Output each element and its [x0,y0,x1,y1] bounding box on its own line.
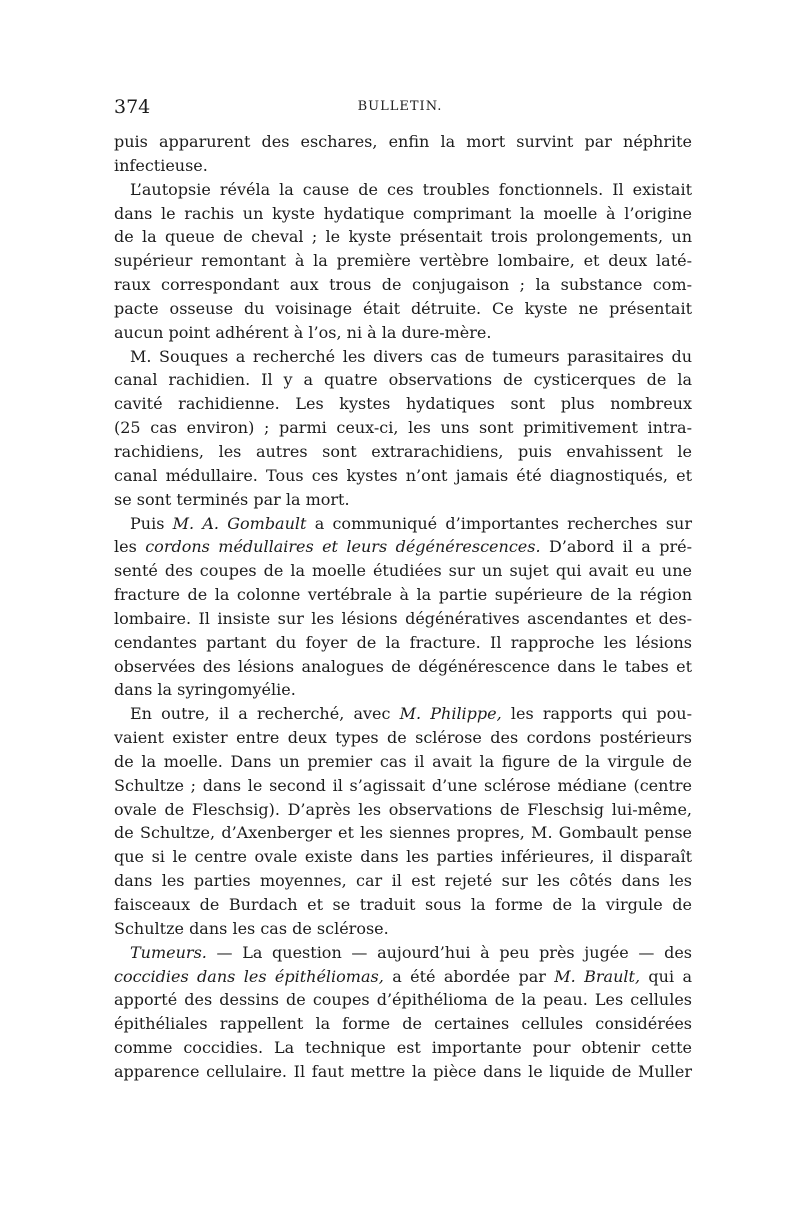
text-segment: comme coccidies. La technique est importante pour obtenir cette [114,1038,692,1058]
text-line [114,559,692,583]
italic-text: Tumeurs. [130,942,207,962]
text-segment: les [114,537,146,557]
text-segment: raux correspondant aux trous de conjugaison ; la substance com- [114,275,692,295]
text-line [114,1060,692,1084]
text-segment: a communiqué d’importantes recherches sur [306,513,693,533]
text-segment: canal rachidien. Il y a quatre observations de cysticerques de la [114,370,692,390]
text-line [114,702,692,726]
text-segment: infectieuse. [114,155,208,175]
text-line [114,321,692,345]
text-line [114,917,692,941]
text-segment: faisceaux de Burdach et se traduit sous la forme de la virgule de [114,895,692,914]
text-line [114,678,692,702]
text-segment: dans le rachis un kyste hydatique comprimant la moelle à l’origine [114,203,692,223]
text-segment: ovale de Fleschsig). D’après les observations de Fleschsig lui-même, [114,799,692,819]
text-line [114,416,692,440]
text-line [114,655,692,679]
italic-text: cordons médullaires et leurs dégénérescences. [145,537,541,557]
text-line [114,464,692,488]
text-segment: Puis [130,513,173,533]
text-line [114,750,692,774]
text-line [114,821,692,845]
text-segment: cavité rachidienne. Les kystes hydatiques sont plus nombreux [114,394,692,414]
text-segment: vaient exister entre deux types de sclérose des cordons postérieurs [114,728,692,748]
text-segment: qui a [640,966,692,986]
text-line [114,893,692,917]
text-line [114,178,692,202]
text-line [114,607,692,631]
text-line [114,535,692,559]
text-line [114,941,692,965]
body-text [114,130,692,1084]
text-segment: dans les parties moyennes, car il est rejeté sur les côtés dans les [114,871,692,891]
text-line [114,488,692,512]
text-segment: dans la syringomyélie. [114,680,296,700]
text-segment: apporté des dessins de coupes d’épithélioma de la peau. Les cellules [114,990,692,1010]
text-segment: épithéliales rappellent la forme de certaines cellules considérées [114,1014,692,1034]
text-line [114,273,692,297]
text-line [114,440,692,464]
text-segment: lombaire. Il insiste sur les lésions dégénératives ascendantes et des- [114,608,692,628]
text-segment: Schultze ; dans le second il s’agissait d’une sclérose médiane (centre [114,775,692,795]
text-segment: se sont terminés par la mort. [114,489,350,509]
text-line [114,392,692,416]
text-line [114,1012,692,1036]
text-segment: canal médullaire. Tous ces kystes n’ont jamais été diagnostiqués, et [114,465,692,485]
italic-text: M. Brault, [554,966,641,986]
text-segment: senté des coupes de la moelle étudiées sur un sujet qui avait eu une [114,561,692,581]
text-line [114,631,692,655]
text-line [114,202,692,226]
text-line [114,154,692,178]
text-line [114,130,692,154]
text-segment: En outre, il a recherché, avec [130,704,400,724]
text-segment: les rapports qui pou- [501,704,693,724]
text-segment: M. Souques a recherché les divers cas de tumeurs parasitaires du [130,346,692,366]
text-line [114,798,692,822]
text-line [114,1036,692,1060]
text-line [114,774,692,798]
text-segment: que si le centre ovale existe dans les parties inférieures, il disparaît [114,847,692,867]
text-segment: de la queue de cheval ; le kyste présentait trois prolongements, un [114,227,692,247]
text-line [114,845,692,869]
text-segment: (25 cas environ) ; parmi ceux-ci, les uns sont primitivement intra- [114,418,692,438]
text-line [114,965,692,989]
text-segment: puis apparurent des eschares, enfin la mort survint par néphrite [114,132,692,151]
text-segment: — La question — aujourd’hui à peu près jugée — des [206,942,692,962]
text-segment: D’abord il a pré- [540,537,692,557]
italic-text: M. A. Gombault [172,513,307,533]
text-line [114,345,692,369]
italic-text: M. Philippe, [399,704,502,724]
text-line [114,512,692,536]
text-segment: a été abordée par [383,966,555,986]
text-line [114,583,692,607]
text-segment: rachidiens, les autres sont extrarachidiens, puis envahissent le [114,441,692,461]
text-line [114,225,692,249]
text-segment: fracture de la colonne vertébrale à la partie supérieure de la région [114,585,692,605]
text-line [114,249,692,273]
text-segment: de la moelle. Dans un premier cas il avait la figure de la virgule de [114,751,692,771]
text-line [114,297,692,321]
italic-text: coccidies dans les épithéliomas, [114,966,384,986]
page-number: 374 [114,96,151,118]
text-line [114,368,692,392]
text-segment: supérieur remontant à la première vertèbre lombaire, et deux laté- [114,251,692,271]
text-segment: Schultze dans les cas de sclérose. [114,918,389,938]
text-line [114,988,692,1012]
running-head: BULLETIN. [357,99,443,114]
text-segment: pacte osseuse du voisinage était détruite. Ce kyste ne présentait [114,298,692,318]
text-line [114,726,692,750]
text-segment: observées des lésions analogues de dégénérescence dans le tabes et [114,656,692,676]
page-header [114,96,686,120]
text-segment: aucun point adhérent à l’os, ni à la dure-mère. [114,322,492,342]
text-segment: L’autopsie révéla la cause de ces troubles fonctionnels. Il existait [130,179,692,199]
text-segment: de Schultze, d’Axenberger et les siennes propres, M. Gombault pense [114,823,692,843]
text-line [114,869,692,893]
text-segment: cendantes partant du foyer de la fracture. Il rapproche les lésions [114,632,692,652]
text-segment: apparence cellulaire. Il faut mettre la pièce dans le liquide de Muller [114,1061,692,1081]
